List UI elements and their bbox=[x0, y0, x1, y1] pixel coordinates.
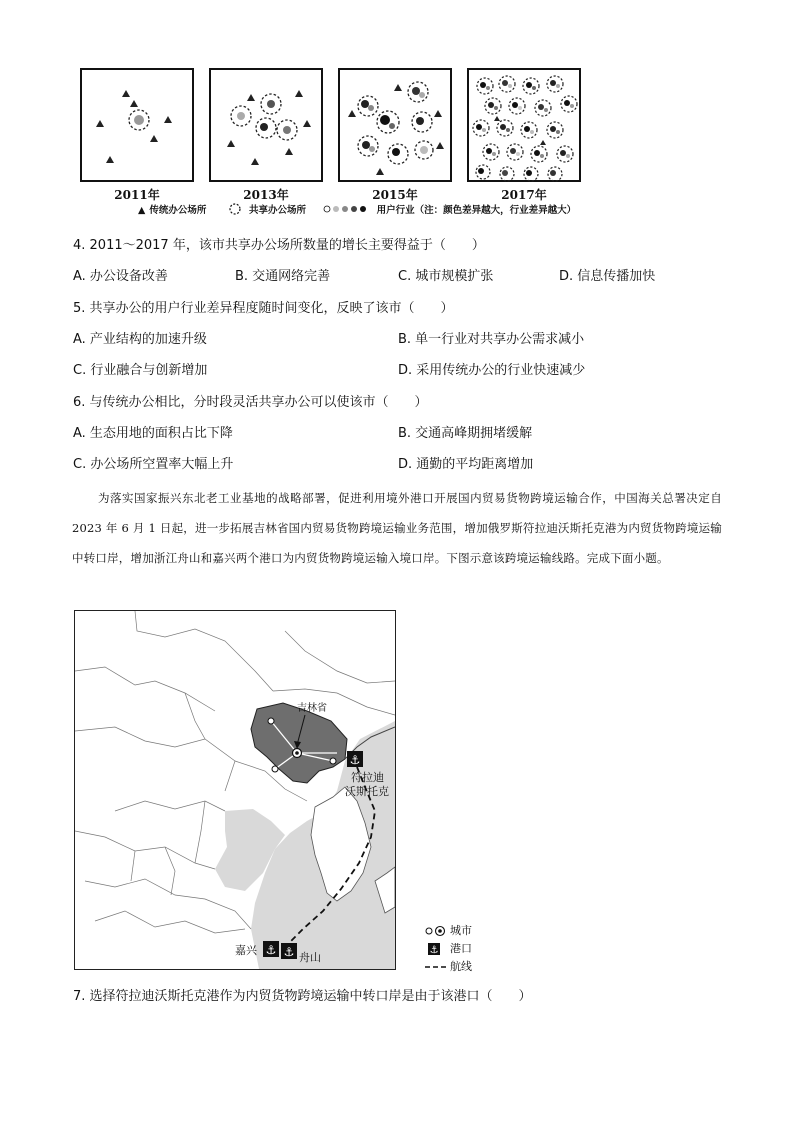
jiaxing-label: 嘉兴 bbox=[235, 944, 257, 957]
legend-route: 航线 bbox=[450, 960, 472, 973]
year-2013: 2013年 bbox=[243, 188, 289, 202]
passage-text: 为落实国家振兴东北老工业基地的战略部署，促进利用境外港口开展国内贸易货物跨境运输合作，中国海关总署决定自 2023 年 6 月 1 日起，进一步拓展吉林省国内贸易货物跨境运输业务范围，增加俄罗斯符拉迪沃斯托克港为内贸货物跨境运输中转口岸，增加浙江舟山和嘉兴两个港口为内贸货物跨境运输入境口岸。下图示意该跨境运输线路。完成下面小题。 bbox=[72, 491, 722, 565]
q6-option-a: A. 生态用地的面积占比下降 bbox=[73, 426, 233, 441]
city-icon bbox=[424, 925, 450, 937]
panel-2011 bbox=[80, 68, 194, 182]
q6-option-b: B. 交通高峰期拥堵缓解 bbox=[398, 426, 533, 441]
question-7-stem: 7. 选择符拉迪沃斯托克港作为内贸货物跨境运输中转口岸是由于该港口（ ） bbox=[73, 989, 532, 1004]
q4-option-d: D. 信息传播加快 bbox=[559, 269, 656, 284]
anchor-icon: ⚓ bbox=[265, 943, 277, 957]
year-2015: 2015年 bbox=[372, 188, 418, 202]
panel-2017 bbox=[467, 68, 581, 182]
triangle-icon: ▲ bbox=[138, 205, 146, 216]
panel-2015 bbox=[338, 68, 452, 182]
figure1-legend bbox=[138, 202, 608, 216]
route-line-icon bbox=[424, 961, 450, 973]
jilin-label: 吉林省 bbox=[297, 703, 327, 714]
dashed-circle-icon bbox=[228, 205, 245, 216]
legend-city-row bbox=[424, 922, 472, 940]
q5-option-c: C. 行业融合与创新增加 bbox=[73, 363, 208, 378]
legend-user-industry: 用户行业（注：颜色差异越大，行业差异越大） bbox=[376, 205, 577, 216]
port-icon bbox=[424, 942, 450, 956]
year-2017: 2017年 bbox=[501, 188, 547, 202]
legend-city: 城市 bbox=[450, 924, 472, 937]
panel-2017-plot bbox=[469, 70, 583, 184]
anchor-icon: ⚓ bbox=[283, 945, 295, 959]
q6-option-d: D. 通勤的平均距离增加 bbox=[398, 457, 534, 472]
question-4-stem: 4. 2011～2017 年，该市共享办公场所数量的增长主要得益于（ ） bbox=[73, 238, 485, 253]
map-legend bbox=[424, 922, 472, 976]
material-passage bbox=[72, 483, 722, 573]
vladivostok-label-1: 符拉迪 bbox=[351, 771, 384, 784]
svg-text:⚓: ⚓ bbox=[429, 945, 439, 956]
legend-port: 港口 bbox=[450, 942, 472, 955]
q5-option-a: A. 产业结构的加速升级 bbox=[73, 332, 207, 347]
route-map bbox=[74, 610, 396, 970]
question-5-stem: 5. 共享办公的用户行业差异程度随时间变化，反映了该市（ ） bbox=[73, 301, 454, 316]
q4-option-a: A. 办公设备改善 bbox=[73, 269, 168, 284]
zhoushan-label: 舟山 bbox=[299, 951, 321, 964]
panel-2015-plot bbox=[340, 70, 454, 184]
legend-route-row bbox=[424, 958, 472, 976]
panel-2013-plot bbox=[211, 70, 325, 184]
dots-gradient-icon bbox=[323, 205, 372, 216]
route-map-svg bbox=[75, 611, 395, 969]
q6-option-c: C. 办公场所空置率大幅上升 bbox=[73, 457, 234, 472]
q5-option-b: B. 单一行业对共享办公需求减小 bbox=[398, 332, 585, 347]
shared-office-figure bbox=[80, 68, 590, 218]
legend-port-row bbox=[424, 940, 472, 958]
legend-shared: 共享办公场所 bbox=[248, 205, 306, 216]
q4-option-b: B. 交通网络完善 bbox=[235, 269, 331, 284]
anchor-icon: ⚓ bbox=[349, 753, 361, 767]
q5-option-d: D. 采用传统办公的行业快速减少 bbox=[398, 363, 586, 378]
panel-2013 bbox=[209, 68, 323, 182]
year-2011: 2011年 bbox=[114, 188, 160, 202]
panel-2011-plot bbox=[82, 70, 196, 184]
vladivostok-label-2: 沃斯托克 bbox=[345, 785, 389, 798]
legend-traditional: 传统办公场所 bbox=[149, 205, 207, 216]
q4-option-c: C. 城市规模扩张 bbox=[398, 269, 494, 284]
question-6-stem: 6. 与传统办公相比，分时段灵活共享办公可以使该市（ ） bbox=[73, 395, 428, 410]
